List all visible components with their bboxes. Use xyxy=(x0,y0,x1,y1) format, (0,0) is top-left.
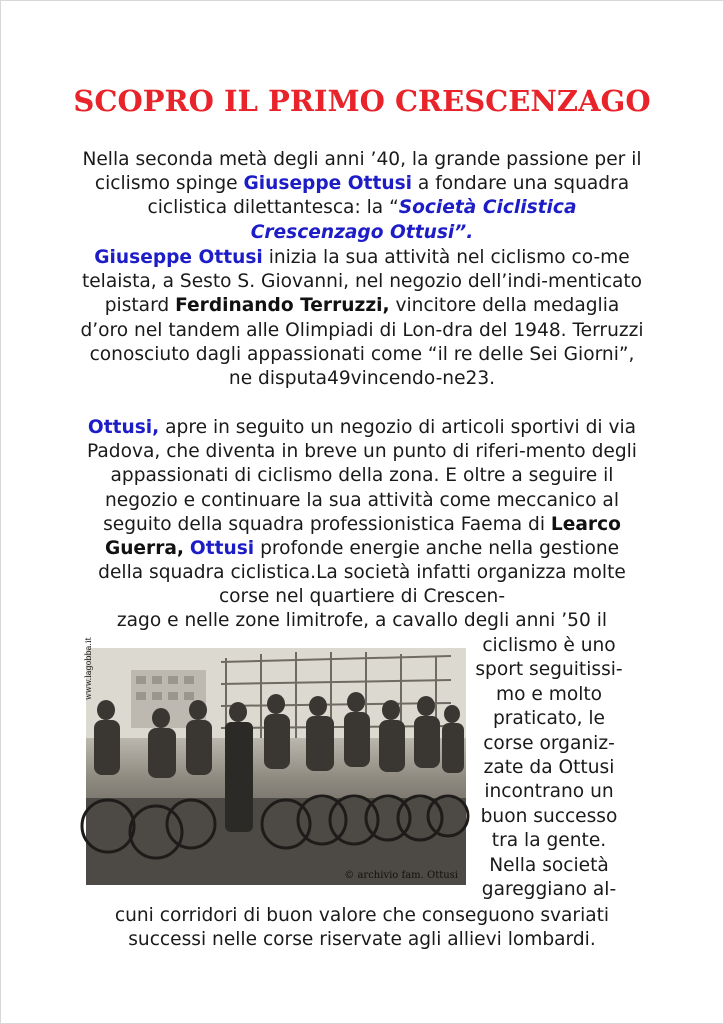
name-ottusi-2: Ottusi xyxy=(189,538,255,560)
cyclists-photo xyxy=(84,637,466,885)
negozio-text-1: apre in seguito un negozio di articoli sportivi di via Padova, che diventa in breve un punto di riferi-mento degli appassionati di ciclismo della zona. E oltre a seguire il negozio e continuare la sua attività come meccanico al seguito della squadra professionistica Faema di xyxy=(87,417,637,535)
name-learco-guerra: Learco Guerra, xyxy=(104,513,621,560)
name-giuseppe-ottusi: Giuseppe Ottusi xyxy=(243,173,413,195)
telaista-text-2: vincitore della medaglia d’oro nel tandem alle Olimpiadi di Lon-dra del 1948. Terruzzi conosciuto dagli appassionati come “il re delle Sei Giorni”, ne disputa49vincendo-ne23. xyxy=(80,295,644,390)
paragraph-intro xyxy=(80,148,644,245)
paragraph-ciclismo-column: ciclismo è uno sport seguitissi-mo e molto praticato, le corse organiz-zate da Ottusi incontrano un buon successo tra la gente. Nella società gareggiano al- xyxy=(475,635,623,901)
page-title: SCOPRO IL PRIMO CRESCENZAGO xyxy=(73,84,651,118)
telaista-text-1: inizia la sua attività nel ciclismo co-me telaista, a Sesto S. Giovanni, nel negozio dell’indi-menticato pistard xyxy=(81,247,643,317)
paragraph-negozio-last-line: zago e nelle zone limitrofe, a cavallo degli anni ’50 il xyxy=(116,610,608,631)
club-name: Società Ciclistica Crescenzago Ottusi”. xyxy=(250,197,577,243)
paragraph-negozio xyxy=(80,416,644,610)
paragraph-telaista xyxy=(80,246,644,391)
name-giuseppe-ottusi-2: Giuseppe Ottusi xyxy=(94,247,263,268)
intro-text-2: a fondare una squadra ciclistica dilettantesca: la “ xyxy=(147,173,630,219)
intro-text-1: Nella seconda metà degli anni ’40, la grande passione per il ciclismo spinge xyxy=(82,149,642,195)
photo-credit: © archivio fam. Ottusi xyxy=(344,870,458,881)
cyclists-photo-illustration xyxy=(86,648,466,885)
name-ferdinando-terruzzi: Ferdinando Terruzzi, xyxy=(175,295,390,317)
paragraph-corridori: cuni corridori di buon valore che conseguono svariati successi nelle corse riservate agli allievi lombardi. xyxy=(114,905,610,951)
negozio-text-2: profonde energie anche nella gestione della squadra ciclistica.La società infatti organizza molte corse nel quartiere di Crescen- xyxy=(98,538,626,608)
photo-watermark: www.lagobba.it xyxy=(84,637,93,700)
name-ottusi: Ottusi, xyxy=(87,417,160,438)
